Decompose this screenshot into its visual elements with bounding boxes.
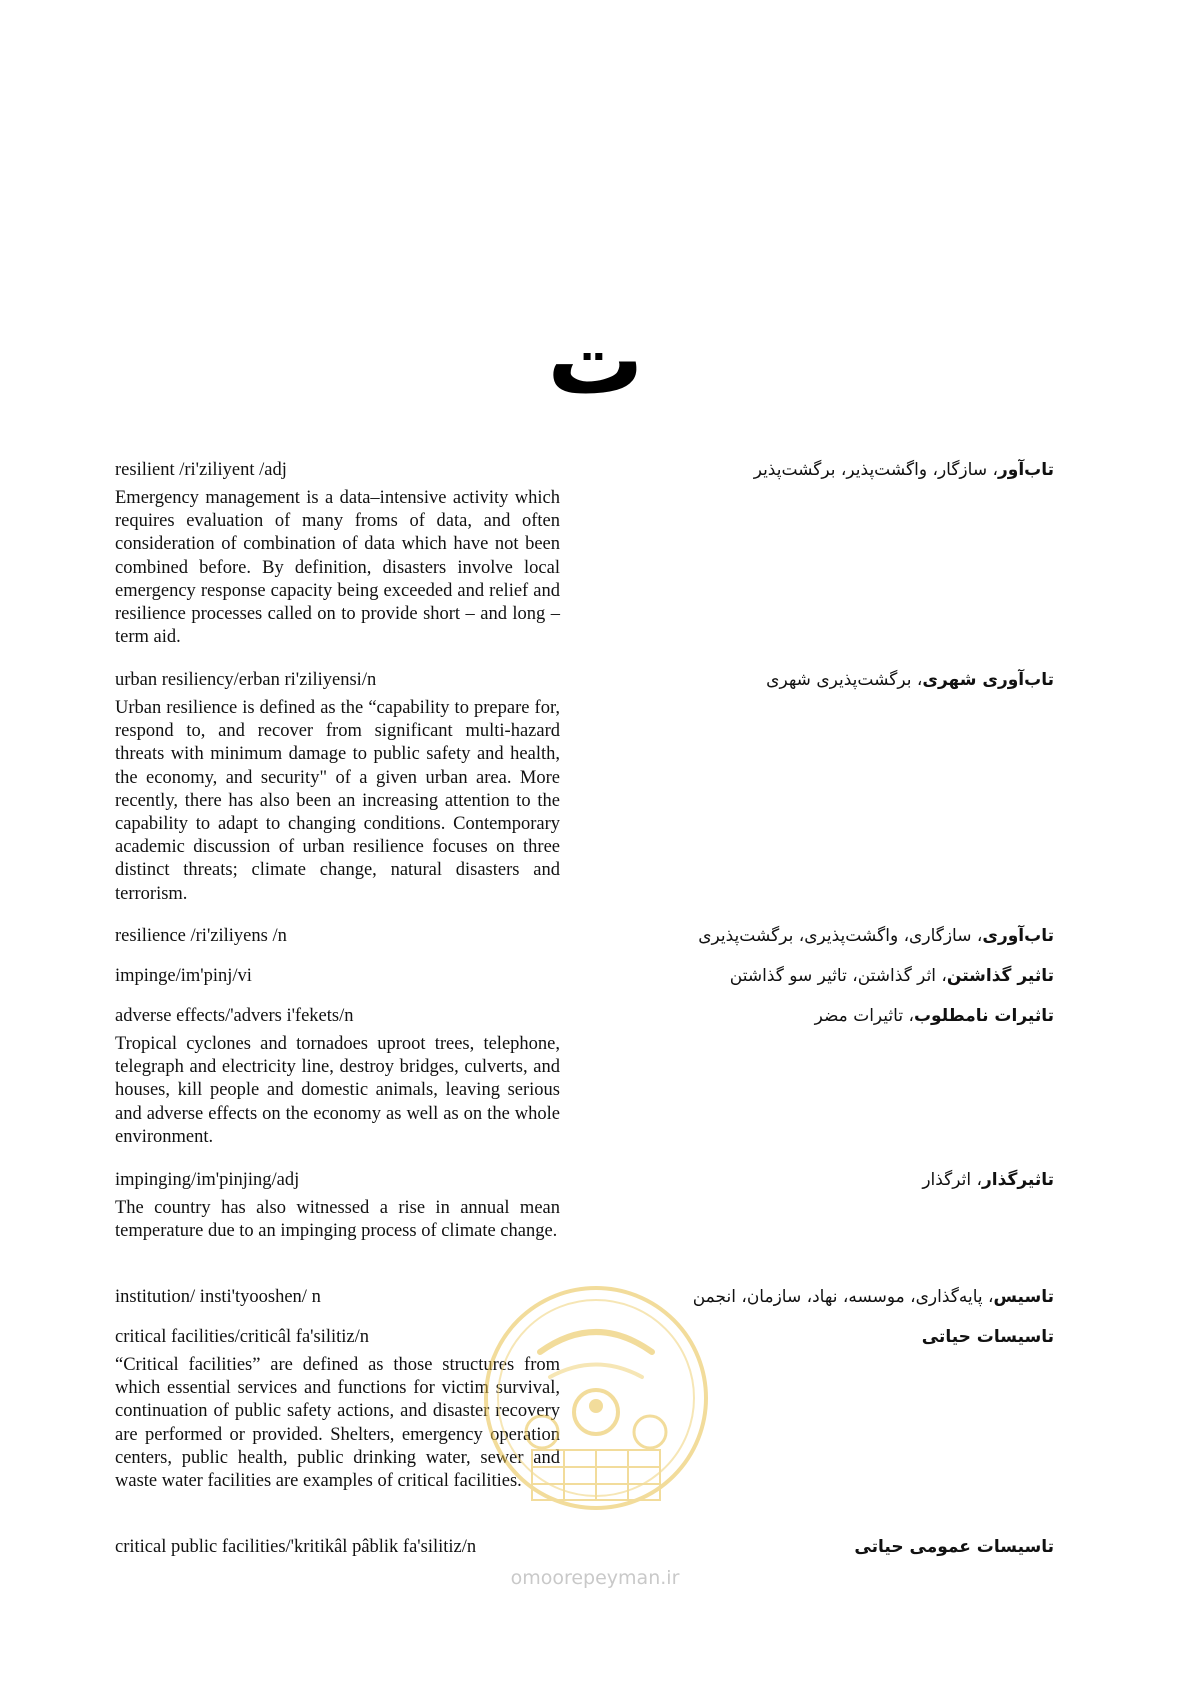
definition-text: Tropical cyclones and tornadoes uproot trees, telephone, telegraph and electricity line, destroy bridges, culverts, and houses, kill people and domestic animals, leaving serious and adverse effects on the economy as well as on the whole environment. — [115, 1034, 560, 1147]
definition-text: “Critical facilities” are defined as those structures from which essential services and functions for victim survival, continuation of public safety actions, and disaster recovery are performed or provided. Shelters, emergency operation centers, public health, public drinking water, sewer and waste water facilities are examples of critical facilities. — [115, 1355, 560, 1492]
english-term: critical facilities/criticâl fa'silitiz/n — [115, 1327, 369, 1347]
english-term: resilience /ri'ziliyens /n — [115, 926, 287, 946]
persian-headword: تاب‌آوری، سازگاری، واگشت‌پذیری، برگشت‌پذیری — [698, 926, 1054, 946]
english-term: adverse effects/'advers i'fekets/n — [115, 1006, 354, 1026]
persian-headword: تاب‌آور، سازگار، واگشت‌پذیر، برگشت‌پذیر — [753, 460, 1054, 480]
english-term: critical public facilities/'kritikâl pâblik fa'silitiz/n — [115, 1537, 477, 1557]
english-term: impinge/im'pinj/vi — [115, 966, 252, 986]
persian-headword: تاثیر گذاشتن، اثر گذاشتن، تاثیر سو گذاشتن — [729, 966, 1054, 986]
persian-headword: تاسیسات حیاتی — [921, 1327, 1054, 1347]
english-term: impinging/im'pinjing/adj — [115, 1170, 300, 1190]
english-term: institution/ insti'tyooshen/ n — [115, 1287, 321, 1307]
watermark-seal-icon — [480, 1282, 712, 1537]
definition-text: Emergency management is a data–intensive activity which requires evaluation of many froms of data, and often consideration of combination of data which have not been combined before. By definition, disasters involve local emergency response capacity being exceeded and relief and resilience processes called on to provide short – and long – term aid. — [115, 488, 560, 648]
persian-headword: تاثیرگذار، اثرگذار — [922, 1170, 1054, 1190]
persian-headword: تاسیس، پایه‌گذاری، موسسه، نهاد، سازمان، انجمن — [692, 1287, 1054, 1307]
persian-headword: تاسیسات عمومی حیاتی — [854, 1537, 1054, 1557]
persian-headword: تاثیرات نامطلوب، تاثیرات مضر — [814, 1006, 1054, 1026]
persian-headword: تاب‌آوری شهری، برگشت‌پذیری شهری — [766, 670, 1054, 690]
section-letter: ت — [547, 304, 644, 416]
watermark-url: omoorepeyman.ir — [510, 1567, 680, 1589]
english-term: resilient /ri'ziliyent /adj — [115, 460, 287, 480]
definition-text: The country has also witnessed a rise in annual mean temperature due to an impinging process of climate change. — [115, 1198, 560, 1242]
english-term: urban resiliency/erban ri'ziliyensi/n — [115, 670, 377, 690]
definition-text: Urban resilience is defined as the “capability to prepare for, respond to, and recover from significant multi-hazard threats with minimum damage to public safety and health, the economy, and security" of a given urban area. More recently, there has also been an increasing attention to the capability to adapt to changing conditions. Contemporary academic discussion of urban resilience focuses on three distinct threats; climate change, natural disasters and terrorism. — [115, 698, 560, 904]
